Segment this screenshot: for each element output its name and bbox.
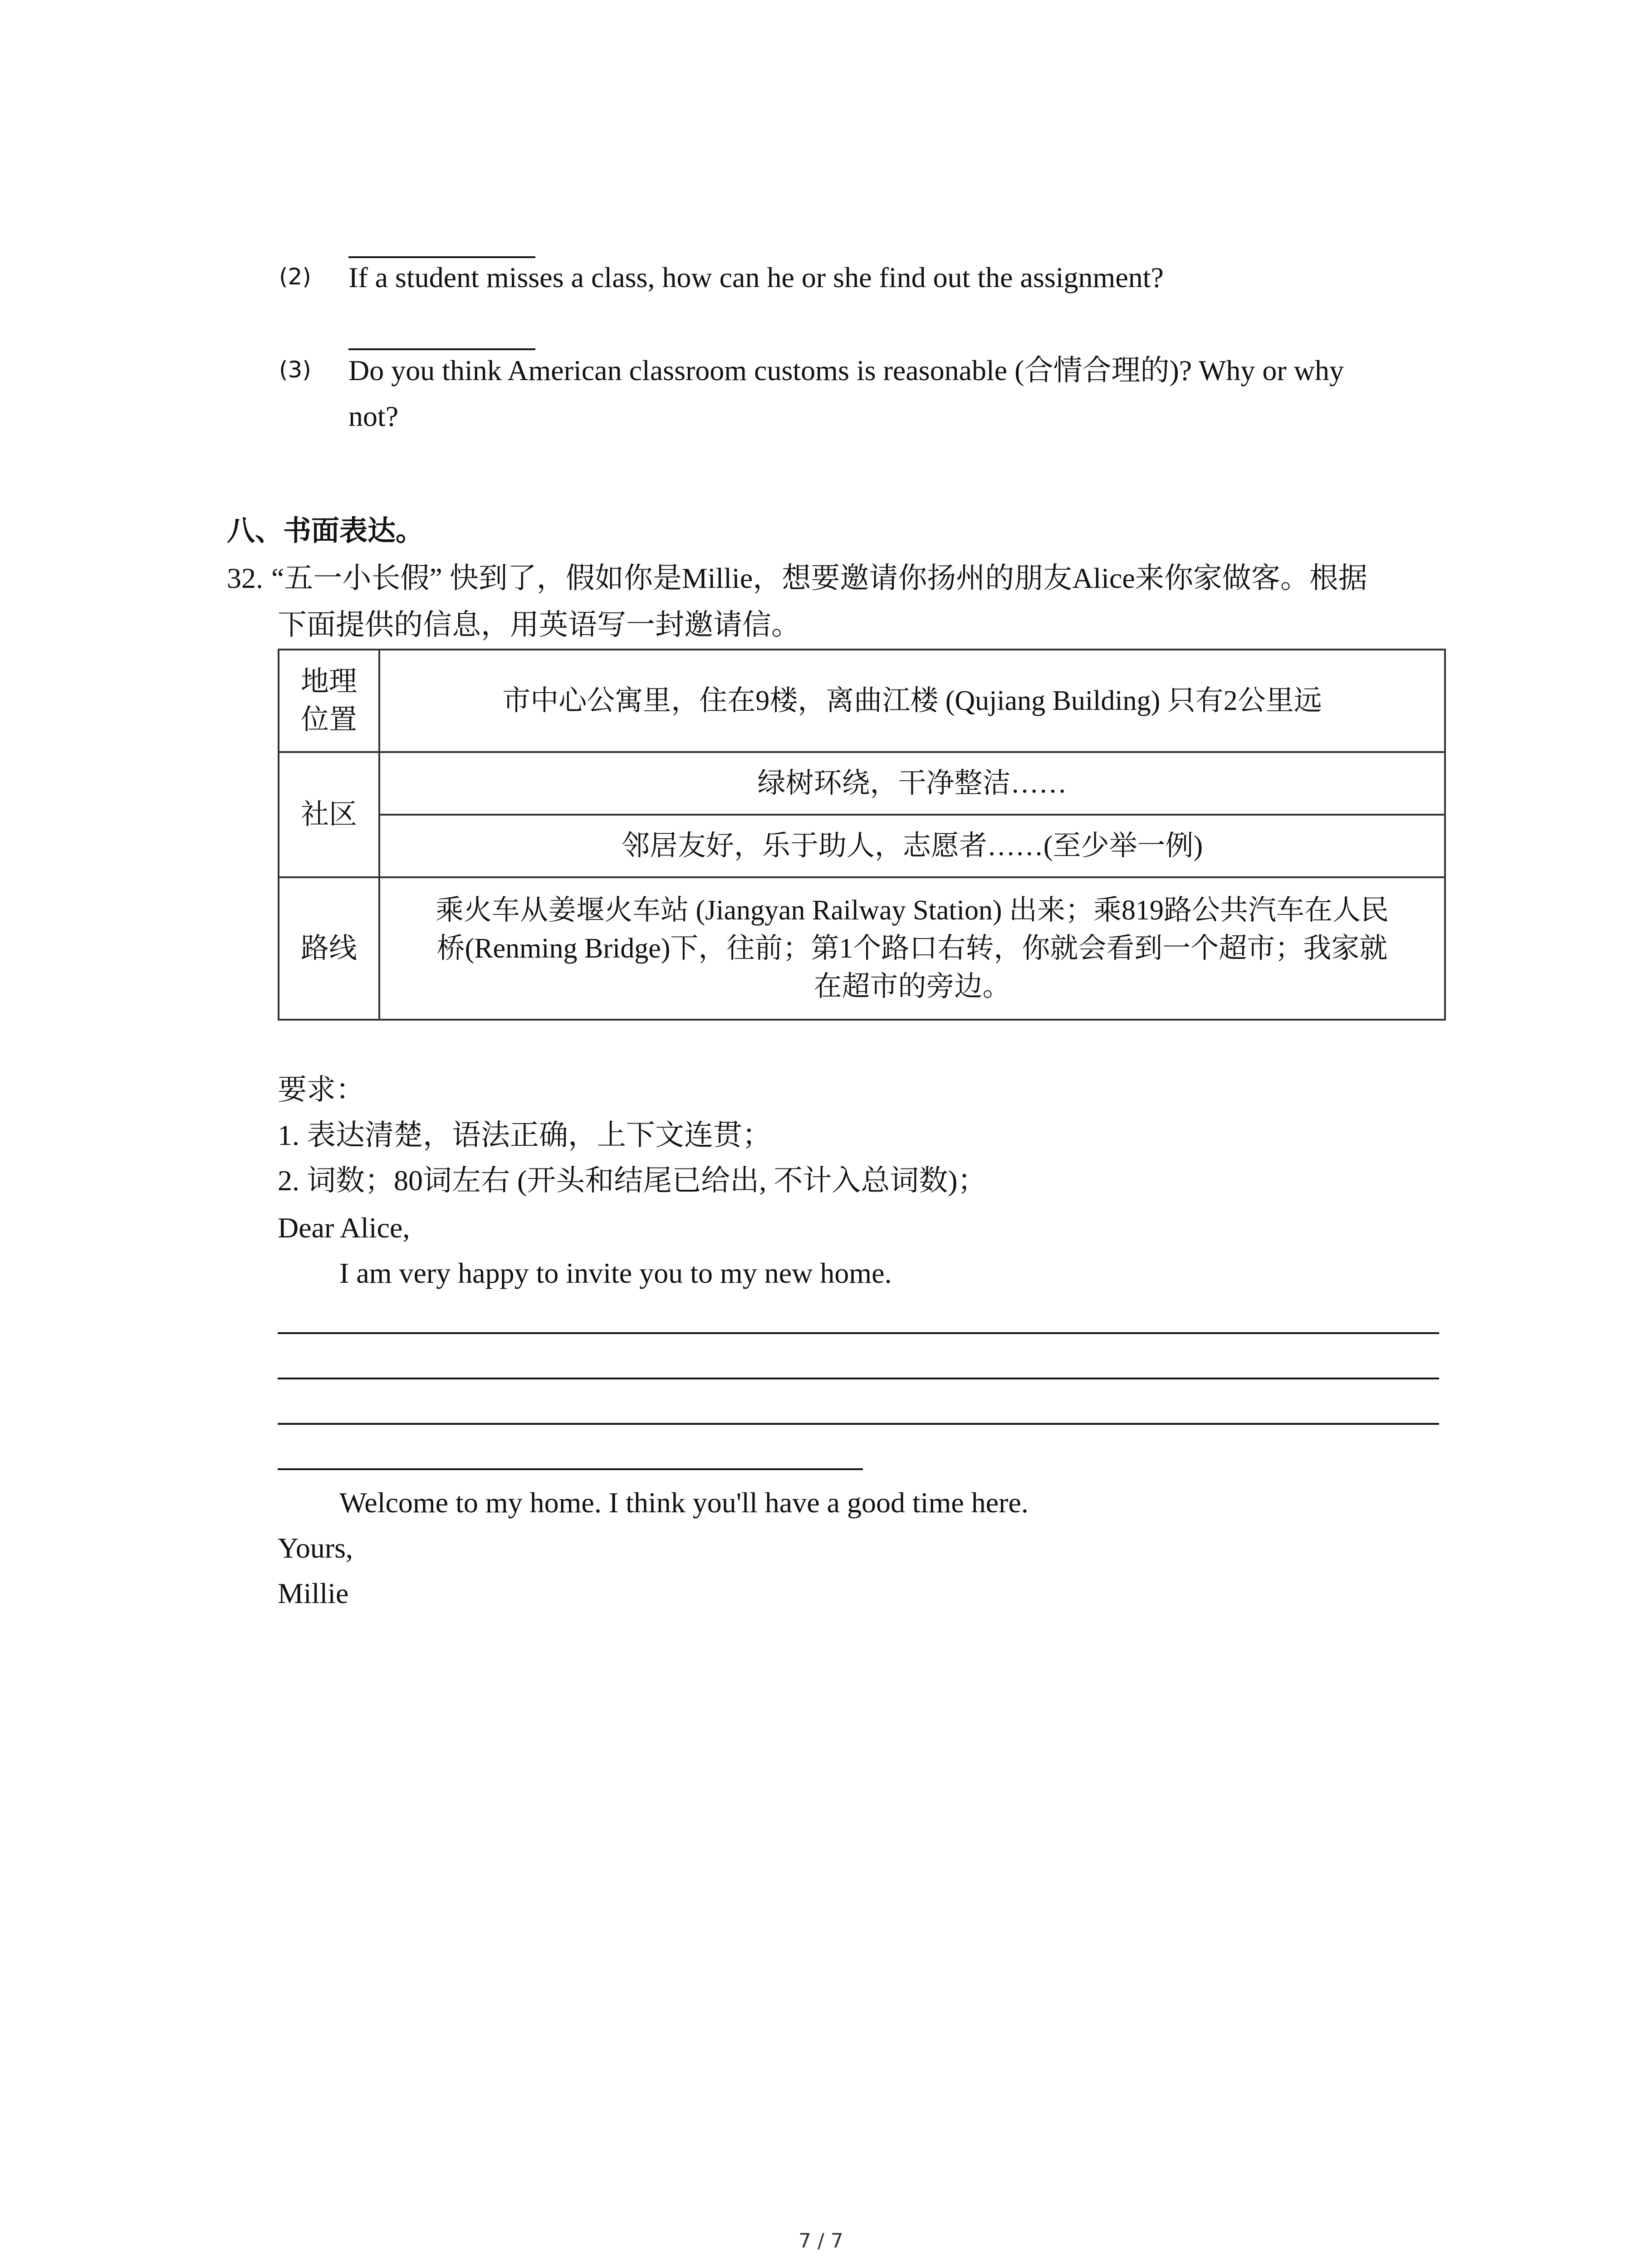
question-text-continued: not? (348, 400, 399, 432)
question-number: (2) (279, 264, 311, 290)
table-row-label: 路线 (300, 933, 357, 964)
writing-prompt: “五一小长假” 快到了，假如你是Millie，想要邀请你扬州的朋友Alice来你家做客。根据 (271, 562, 1367, 594)
info-table (278, 649, 1446, 1021)
page-number: 7 / 7 (798, 2229, 843, 2253)
question-text: If a student misses a class, how can he or she find out the assignment? (348, 261, 1164, 293)
writing-line (278, 1423, 1439, 1425)
route-line: 在超市的旁边。 (813, 971, 1011, 1002)
label-line: 地理 (300, 666, 357, 697)
table-row-label: 社区 (300, 799, 357, 830)
requirement-item: 1. 表达清楚，语法正确，上下文连贯； (278, 1119, 771, 1151)
requirement-item: 2. 词数；80词左右 (开头和结尾已给出, 不计入总词数)； (278, 1164, 987, 1197)
letter-signoff: Yours, (278, 1532, 353, 1564)
letter-opening: I am very happy to invite you to my new home. (339, 1257, 892, 1289)
table-cell: 邻居友好，乐于助人，志愿者……(至少举一例) (621, 831, 1203, 861)
question-text: Do you think American classroom customs is reasonable (合情合理的)? Why or why (348, 354, 1344, 386)
label-line: 位置 (300, 704, 357, 735)
writing-prompt-continued: 下面提供的信息，用英语写一封邀请信。 (278, 609, 800, 641)
table-cell: 绿树环绕，干净整洁…… (757, 768, 1067, 799)
letter-closing: Welcome to my home. I think you'll have a good time here. (339, 1486, 1029, 1519)
letter-greeting: Dear Alice, (278, 1212, 410, 1244)
writing-line (278, 1378, 1439, 1379)
table-cell: 市中心公寓里，住在9楼，离曲江楼 (Qujiang Building) 只有2公里远 (502, 685, 1322, 716)
question-number: 32. (227, 562, 263, 594)
requirements-title: 要求： (278, 1074, 365, 1106)
table-cell (380, 878, 1444, 1019)
route-line: 桥(Renming Bridge)下，往前；第1个路口右转，你就会看到一个超市；我家就 (436, 933, 1388, 964)
letter-signature: Millie (278, 1577, 349, 1609)
table-row-label (279, 650, 378, 751)
writing-line (278, 1468, 863, 1470)
route-line: 乘火车从姜堰火车站 (Jiangyan Railway Station) 出来；乘819路公共汽车在人民 (436, 895, 1389, 926)
section-heading: 八、书面表达。 (227, 514, 424, 547)
question-number: (3) (279, 357, 311, 383)
writing-line (278, 1332, 1439, 1334)
